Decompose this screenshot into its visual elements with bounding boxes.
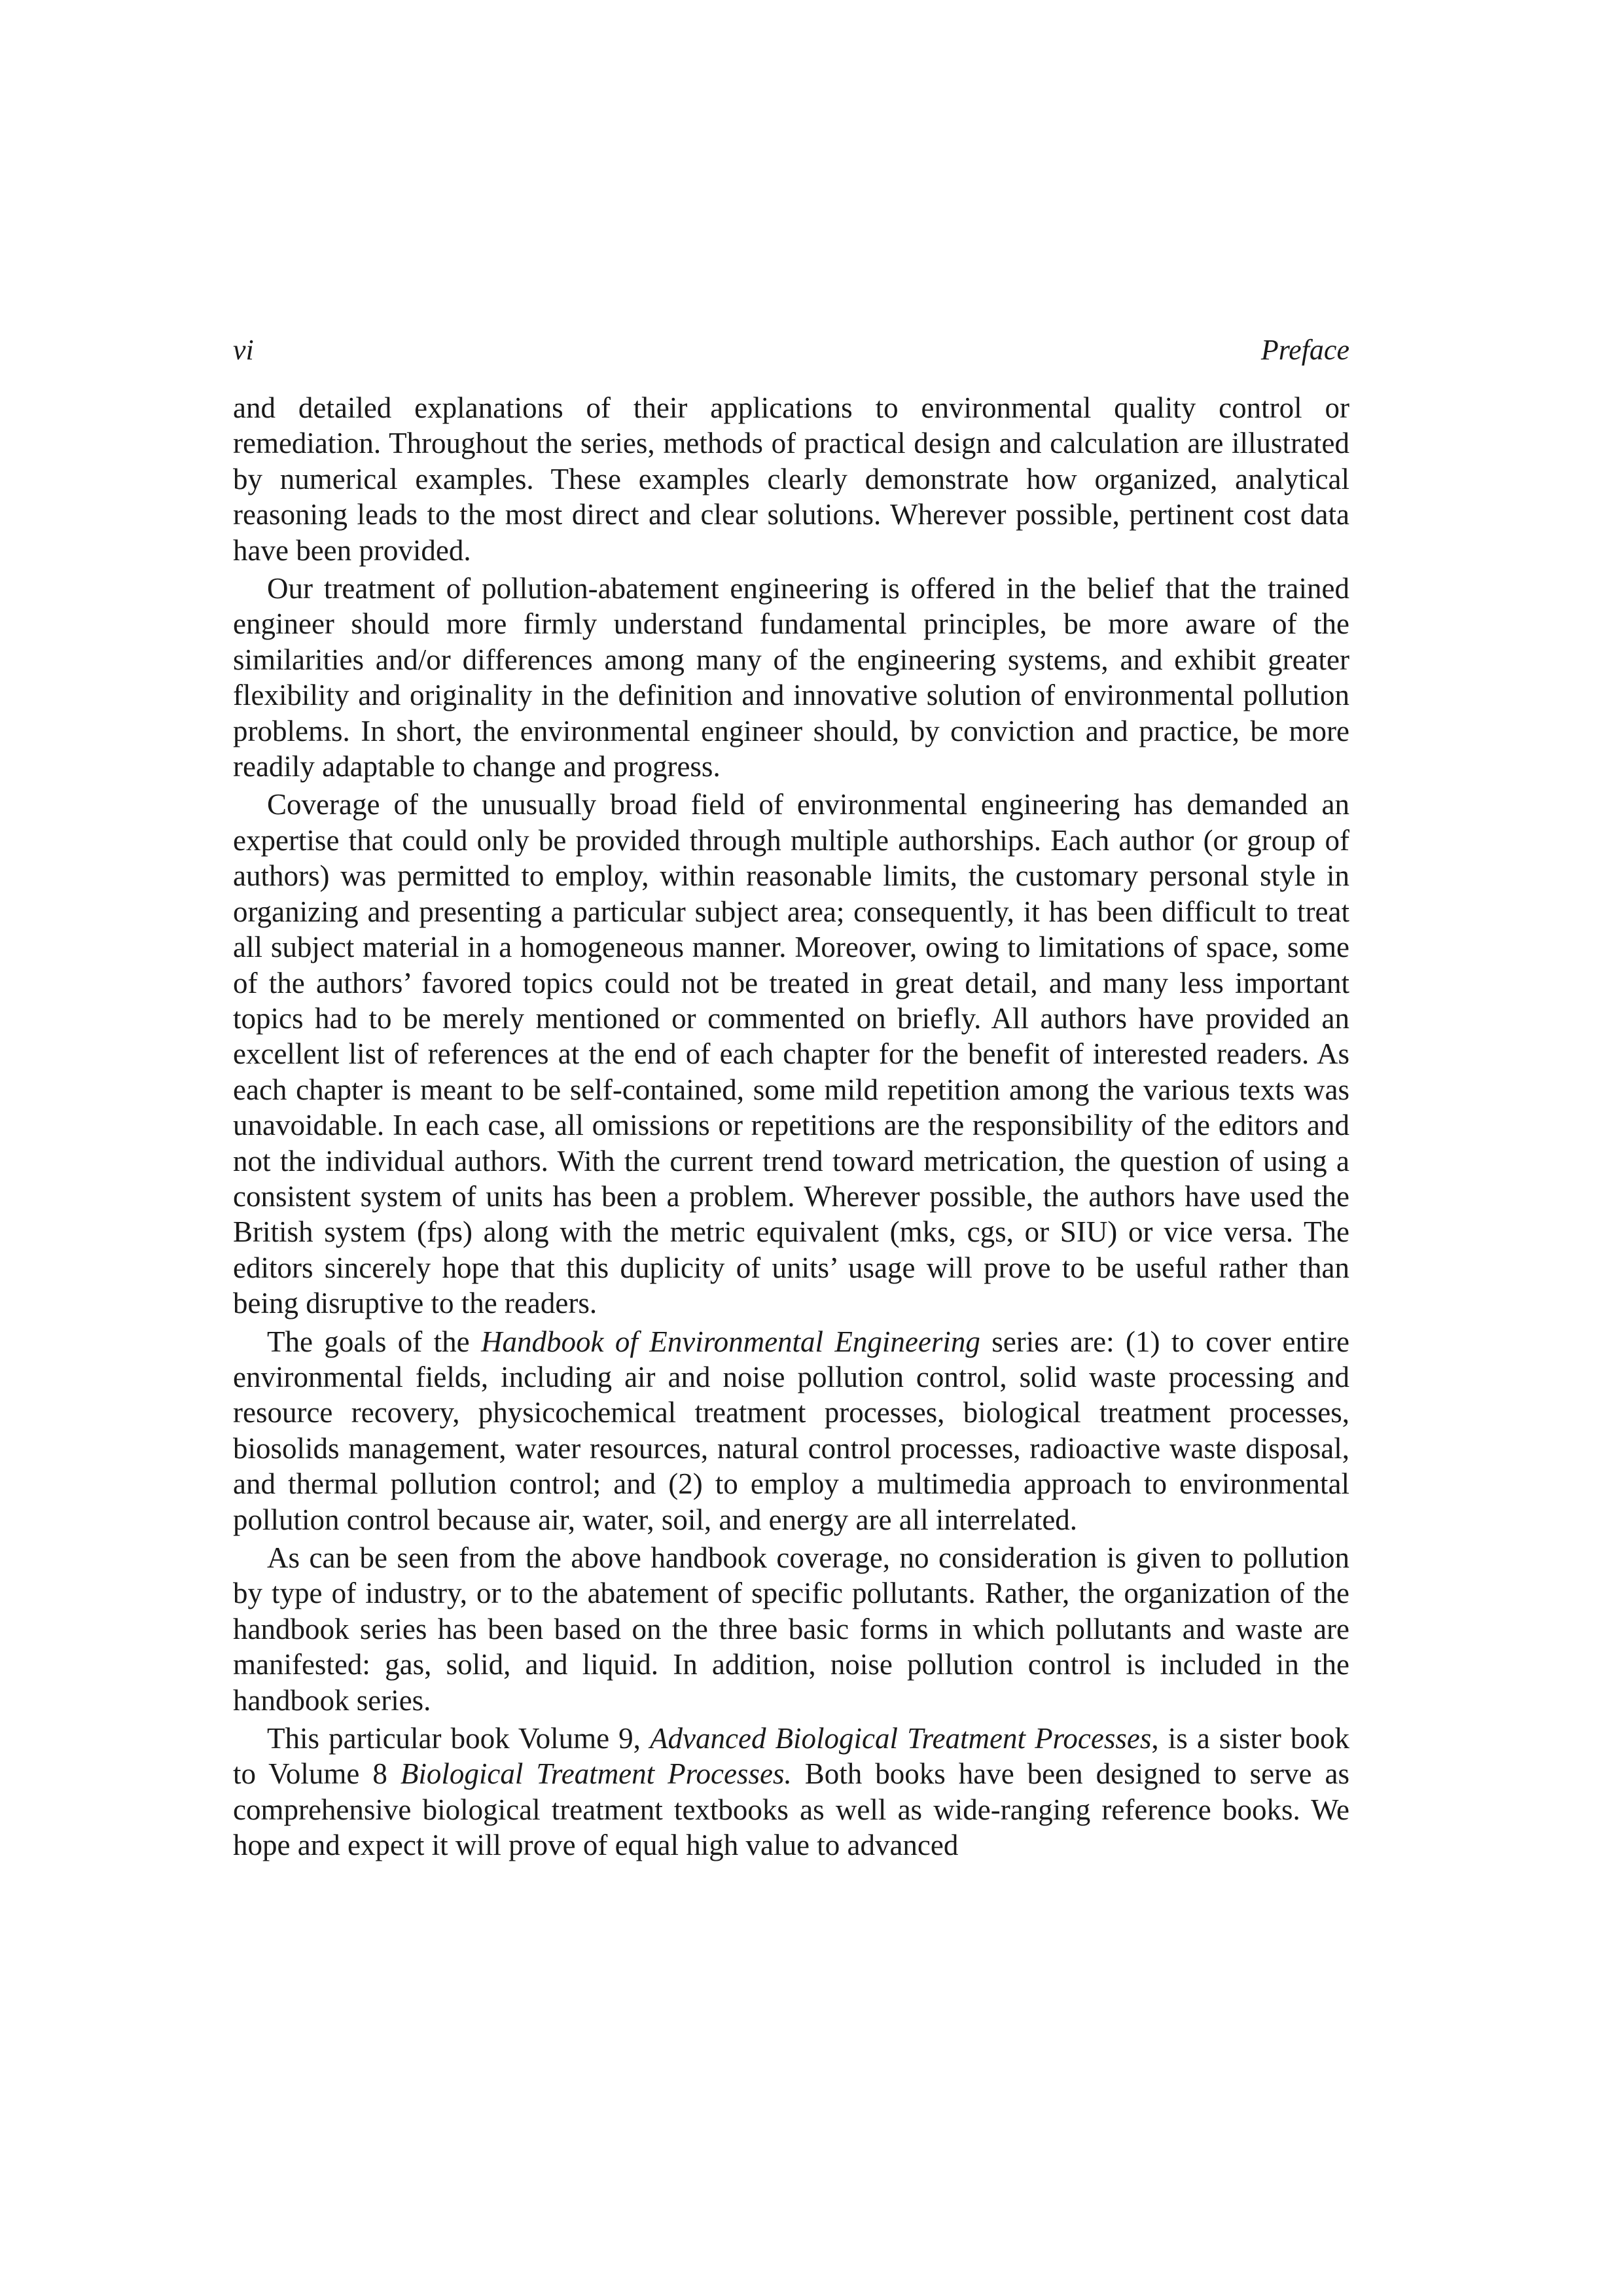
paragraph-goals xyxy=(233,1324,1349,1537)
paragraph-organization: As can be seen from the above handbook coverage, no consideration is given to pollution by type of industry, or to the abatement of specific pollutants. Rather, the organization of the handbook series has been based on the three basic forms in which pollutants and waste are manifested: gas, solid, and liquid. In addition, noise pollution control is included in the handbook series. xyxy=(233,1541,1349,1717)
running-head xyxy=(233,327,1349,373)
body-text xyxy=(233,390,1349,1863)
paragraph-coverage: Coverage of the unusually broad field of environmental engineering has demanded an expertise that could only be provided through multiple authorships. Each author (or group of authors) was permitted to employ, within reasonable limits, the customary personal style in organizing and presenting a particular subject area; consequently, it has been difficult to treat all subject material in a homogeneous manner. Moreover, owing to limitations of space, some of the authors’ favored topics could not be treated in great detail, and many less important topics had to be merely mentioned or commented on briefly. All authors have provided an excellent list of references at the end of each chapter for the benefit of interested readers. As each chapter is meant to be self-contained, some mild repetition among the various texts was unavoidable. In each case, all omissions or repetitions are the responsibility of the editors and not the individual authors. With the current trend toward metrication, the question of using a consistent system of units has been a problem. Wherever possible, the authors have used the British system (fps) along with the metric equivalent (mks, cgs, or SIU) or vice versa. The editors sincerely hope that this duplicity of units’ usage will prove to be useful rather than being disruptive to the readers. xyxy=(233,788,1349,1320)
paragraph-this-book xyxy=(233,1721,1349,1863)
paragraph-continuation: and detailed explanations of their applications to environmental quality control or remediation. Throughout the series, methods of practical design and calculation are illustrated by numerical examples. These examples clearly demonstrate how organized, analytical reasoning leads to the most direct and clear solutions. Wherever possible, pertinent cost data have been provided. xyxy=(233,391,1349,567)
goals-text-before: The goals of the xyxy=(267,1325,481,1358)
paragraph-treatment: Our treatment of pollution-abatement engineering is offered in the belief that the trained engineer should more firmly understand fundamental principles, be more aware of the similarities and/or differences among many of the engineering systems, and exhibit greater flexibility and originality in the definition and innovative solution of environmental pollution problems. In short, the environmental engineer should, by conviction and practice, be more readily adaptable to change and progress. xyxy=(233,572,1349,783)
book-page xyxy=(233,327,1349,1863)
section-title: Preface xyxy=(1260,334,1349,366)
volume-8-title: Biological Treatment Processes. xyxy=(400,1757,792,1791)
volume-9-title: Advanced Biological Treatment Processes xyxy=(650,1722,1152,1755)
book-text-after: Both books have been designed to serve as comprehensive biological treatment textbooks as well as wide-ranging reference books. We hope and expect it will prove of equal high value to advanced xyxy=(233,1757,1349,1862)
book-text-middle: , is a sister book to Volume 8 xyxy=(233,1722,1350,1791)
goals-text-after: series are: (1) to cover entire environmental fields, including air and noise pollution control, solid waste processing and resource recovery, physicochemical treatment processes, biological treatment processes, biosolids management, water resources, natural control processes, radioactive waste disposal, and thermal pollution control; and (2) to employ a multimedia approach to environmental pollution control because air, water, soil, and energy are all interrelated. xyxy=(233,1325,1349,1536)
handbook-title: Handbook of Environmental Engineering xyxy=(481,1325,980,1358)
book-text-before: This particular book Volume 9, xyxy=(267,1722,651,1755)
page-number: vi xyxy=(233,334,254,366)
